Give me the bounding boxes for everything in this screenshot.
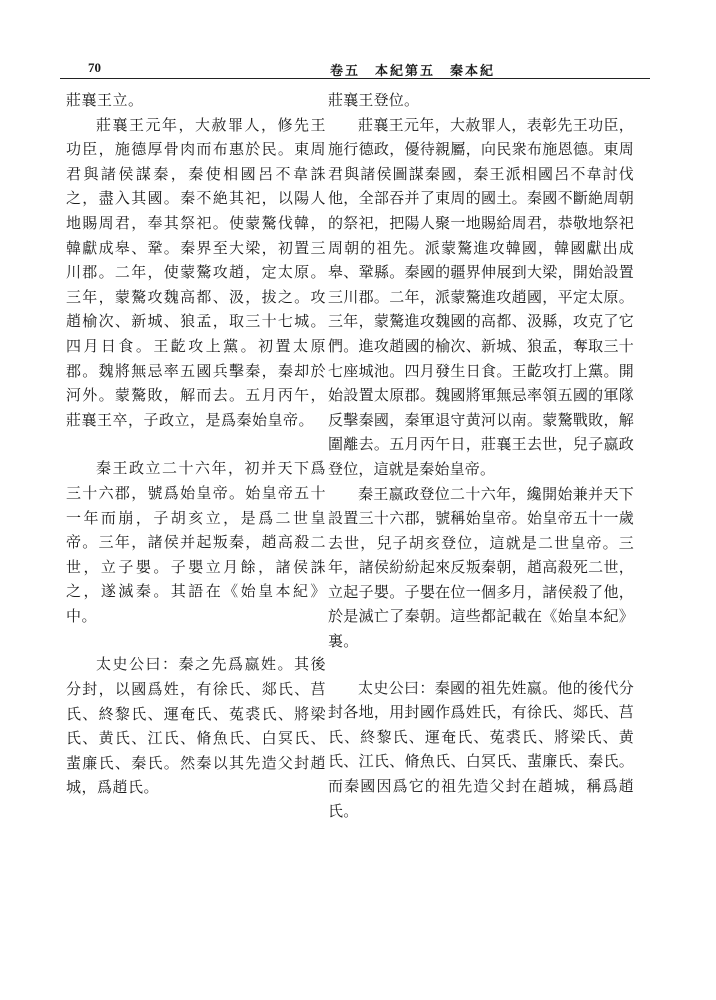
translation-paragraph-4: 太史公曰：秦國的祖先姓嬴。他的後代分封各地，用封國作爲姓氏，有徐氏、郯氏、莒氏、終黎氏、運奄氏、菟裘氏、將梁氏、黄氏、江氏、脩魚氏、白冥氏、蜚廉氏、秦氏。而秦國因爲它的祖先造父封在趙城，稱爲趙氏。 bbox=[328, 678, 634, 820]
paragraph-gap bbox=[66, 432, 326, 456]
modern-translation-column bbox=[328, 88, 634, 823]
translation-paragraph-3: 秦王嬴政登位二十六年，纔開始兼并天下設置三十六郡，號稱始皇帝。始皇帝五十一歲去世，兒子胡亥登位，這就是二世皇帝。三年，諸侯紛紛起來反叛秦朝，趙高殺死二世，立起子嬰。子嬰在位一個多月，諸侯殺了他，於是滅亡了秦朝。這些都記載在《始皇本紀》裏。 bbox=[328, 484, 634, 651]
classical-paragraph-4: 太史公曰：秦之先爲嬴姓。其後分封，以國爲姓，有徐氏、郯氏、莒氏、終黎氏、運奄氏、菟裘氏、將梁氏、黄氏、江氏、脩魚氏、白冥氏、蜚廉氏、秦氏。然秦以其先造父封趙城，爲趙氏。 bbox=[66, 655, 326, 797]
paragraph-gap bbox=[328, 654, 634, 676]
translation-paragraph-1: 莊襄王登位。 bbox=[328, 91, 420, 109]
classical-paragraph-3: 秦王政立二十六年，初并天下爲三十六郡，號爲始皇帝。始皇帝五十一年而崩，子胡亥立，是爲二世皇帝。三年，諸侯并起叛秦，趙高殺二世，立子嬰。子嬰立月餘，諸侯誅之，遂滅秦。其語在《始皇本紀》中。 bbox=[66, 459, 326, 625]
header-rule bbox=[60, 78, 650, 79]
translation-paragraph-2: 莊襄王元年，大赦罪人，表彰先王功臣，施行德政，優待親屬，向民衆布施恩德。東周君與諸侯圖謀秦國，秦王派相國呂不韋討伐他，全部吞并了東周的國土。秦國不斷絶周朝的祭祀，把陽人聚一地賜給周君，恭敬地祭祀周朝的祖先。派蒙驁進攻韓國，韓國獻出成皋、鞏縣。秦國的疆界伸展到大梁，開始設置三川郡。二年，派蒙驁進攻趙國，平定太原。三年，蒙驁進攻魏國的高都、汲縣，攻克了它們。進攻趙國的榆次、新城、狼孟，奪取三十七座城池。四月發生日食。王齕攻打上黨。開始設置太原郡。魏國將軍無忌率領五國的軍隊反擊秦國，秦軍退守黄河以南。蒙驁戰敗，解圍離去。五月丙午日，莊襄王去世，兒子嬴政登位，這就是秦始皇帝。 bbox=[328, 115, 634, 478]
classical-paragraph-2: 莊襄王元年，大赦罪人，修先王功臣，施德厚骨肉而布惠於民。東周君與諸侯謀秦，秦使相國呂不韋誅之，盡入其國。秦不絶其祀，以陽人地賜周君，奉其祭祀。使蒙驁伐韓，韓獻成皋、鞏。秦界至大梁，初置三川郡。二年，使蒙驁攻趙，定太原。三年，蒙驁攻魏高都、汲，拔之。攻趙榆次、新城、狼孟，取三十七城。四月日食。王齕攻上黨。初置太原郡。魏將無忌率五國兵擊秦，秦却於河外。蒙驁敗，解而去。五月丙午，莊襄王卒，子政立，是爲秦始皇帝。 bbox=[66, 115, 326, 429]
page-header bbox=[60, 58, 660, 78]
classical-text-column bbox=[66, 88, 326, 800]
paragraph-gap bbox=[66, 628, 326, 652]
page-number: 70 bbox=[88, 60, 101, 75]
running-title: 卷五 本紀第五 秦本紀 bbox=[330, 64, 496, 79]
classical-paragraph-1: 莊襄王立。 bbox=[66, 91, 144, 109]
